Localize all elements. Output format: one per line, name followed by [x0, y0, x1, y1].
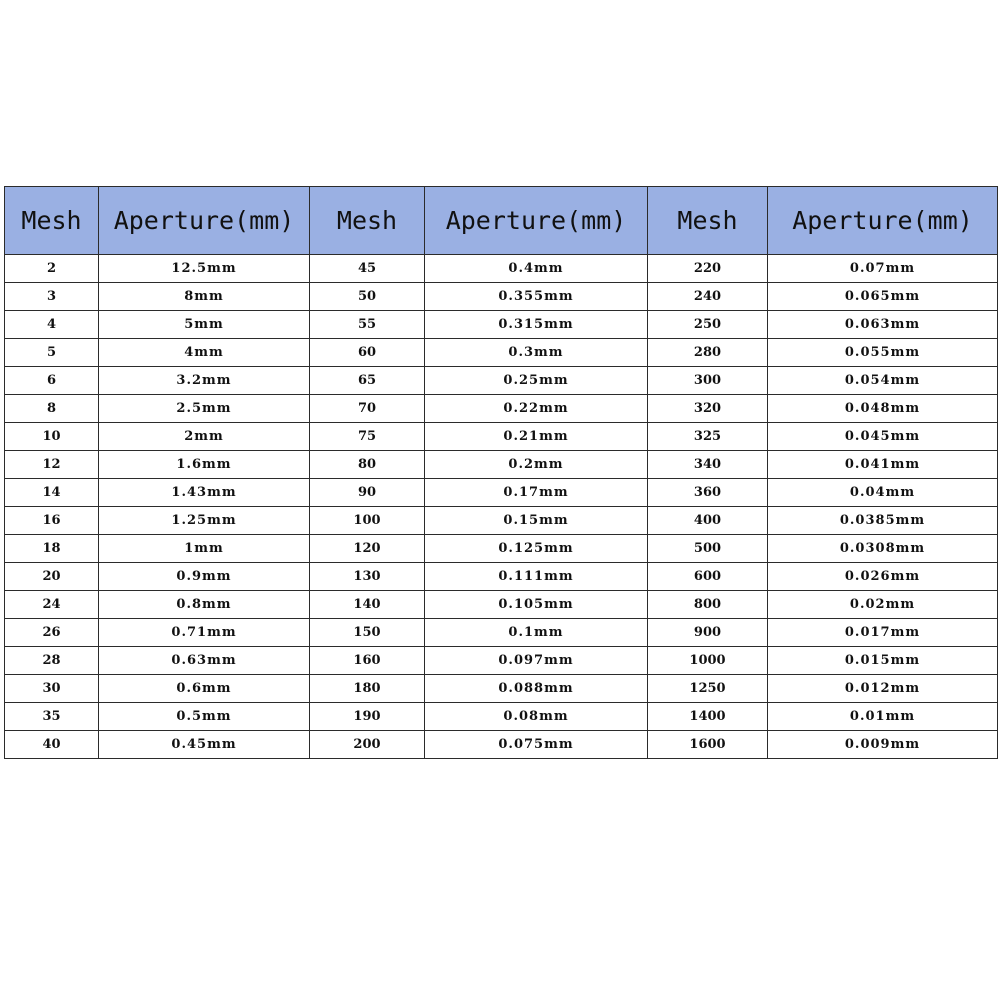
table-row [5, 563, 998, 591]
header-mesh-1: Mesh [5, 187, 99, 255]
mesh-cell: 65 [310, 367, 425, 395]
aperture-cell: 0.097mm [425, 647, 648, 675]
aperture-cell: 0.105mm [425, 591, 648, 619]
mesh-cell: 140 [310, 591, 425, 619]
table-row [5, 591, 998, 619]
aperture-cell: 0.04mm [768, 479, 998, 507]
mesh-cell: 320 [648, 395, 768, 423]
mesh-cell: 1600 [648, 731, 768, 759]
aperture-cell: 0.63mm [99, 647, 310, 675]
aperture-cell: 0.15mm [425, 507, 648, 535]
table-row [5, 311, 998, 339]
mesh-cell: 90 [310, 479, 425, 507]
table-row [5, 283, 998, 311]
table-row [5, 675, 998, 703]
mesh-cell: 130 [310, 563, 425, 591]
mesh-cell: 300 [648, 367, 768, 395]
mesh-cell: 18 [5, 535, 99, 563]
mesh-cell: 120 [310, 535, 425, 563]
mesh-cell: 50 [310, 283, 425, 311]
aperture-cell: 0.4mm [425, 255, 648, 283]
mesh-cell: 6 [5, 367, 99, 395]
table-row [5, 395, 998, 423]
mesh-cell: 12 [5, 451, 99, 479]
table-row [5, 731, 998, 759]
mesh-cell: 250 [648, 311, 768, 339]
table-row [5, 507, 998, 535]
mesh-cell: 5 [5, 339, 99, 367]
aperture-cell: 0.063mm [768, 311, 998, 339]
mesh-cell: 800 [648, 591, 768, 619]
header-row [5, 187, 998, 255]
mesh-cell: 70 [310, 395, 425, 423]
aperture-cell: 0.21mm [425, 423, 648, 451]
aperture-cell: 0.8mm [99, 591, 310, 619]
aperture-cell: 0.0385mm [768, 507, 998, 535]
mesh-cell: 16 [5, 507, 99, 535]
mesh-cell: 360 [648, 479, 768, 507]
mesh-cell: 190 [310, 703, 425, 731]
mesh-cell: 10 [5, 423, 99, 451]
aperture-cell: 0.045mm [768, 423, 998, 451]
aperture-cell: 0.17mm [425, 479, 648, 507]
mesh-cell: 80 [310, 451, 425, 479]
aperture-cell: 0.075mm [425, 731, 648, 759]
mesh-cell: 3 [5, 283, 99, 311]
aperture-cell: 1.43mm [99, 479, 310, 507]
table-row [5, 423, 998, 451]
table-body [5, 255, 998, 759]
aperture-cell: 0.315mm [425, 311, 648, 339]
mesh-cell: 325 [648, 423, 768, 451]
aperture-cell: 0.041mm [768, 451, 998, 479]
aperture-cell: 0.9mm [99, 563, 310, 591]
aperture-cell: 2mm [99, 423, 310, 451]
aperture-cell: 0.125mm [425, 535, 648, 563]
mesh-cell: 2 [5, 255, 99, 283]
mesh-cell: 500 [648, 535, 768, 563]
aperture-cell: 0.065mm [768, 283, 998, 311]
mesh-cell: 14 [5, 479, 99, 507]
mesh-cell: 4 [5, 311, 99, 339]
mesh-cell: 40 [5, 731, 99, 759]
table-row [5, 647, 998, 675]
aperture-cell: 0.054mm [768, 367, 998, 395]
mesh-cell: 60 [310, 339, 425, 367]
aperture-cell: 12.5mm [99, 255, 310, 283]
aperture-cell: 0.048mm [768, 395, 998, 423]
aperture-cell: 0.71mm [99, 619, 310, 647]
mesh-cell: 45 [310, 255, 425, 283]
aperture-cell: 0.026mm [768, 563, 998, 591]
mesh-cell: 340 [648, 451, 768, 479]
mesh-cell: 160 [310, 647, 425, 675]
aperture-cell: 0.355mm [425, 283, 648, 311]
aperture-cell: 0.01mm [768, 703, 998, 731]
mesh-cell: 220 [648, 255, 768, 283]
mesh-cell: 180 [310, 675, 425, 703]
mesh-cell: 30 [5, 675, 99, 703]
aperture-cell: 0.015mm [768, 647, 998, 675]
header-mesh-2: Mesh [310, 187, 425, 255]
aperture-cell: 0.25mm [425, 367, 648, 395]
mesh-cell: 240 [648, 283, 768, 311]
aperture-cell: 0.6mm [99, 675, 310, 703]
table-row [5, 703, 998, 731]
aperture-cell: 1mm [99, 535, 310, 563]
aperture-cell: 0.009mm [768, 731, 998, 759]
aperture-cell: 0.088mm [425, 675, 648, 703]
aperture-cell: 0.45mm [99, 731, 310, 759]
mesh-cell: 280 [648, 339, 768, 367]
table-row [5, 535, 998, 563]
aperture-cell: 4mm [99, 339, 310, 367]
aperture-cell: 0.017mm [768, 619, 998, 647]
aperture-cell: 0.2mm [425, 451, 648, 479]
aperture-cell: 1.6mm [99, 451, 310, 479]
header-aperture-2: Aperture(mm) [425, 187, 648, 255]
aperture-cell: 1.25mm [99, 507, 310, 535]
mesh-cell: 900 [648, 619, 768, 647]
header-aperture-3: Aperture(mm) [768, 187, 998, 255]
table-row [5, 255, 998, 283]
aperture-cell: 2.5mm [99, 395, 310, 423]
aperture-cell: 0.055mm [768, 339, 998, 367]
table-header [5, 187, 998, 255]
mesh-cell: 24 [5, 591, 99, 619]
table-row [5, 479, 998, 507]
mesh-cell: 8 [5, 395, 99, 423]
mesh-cell: 600 [648, 563, 768, 591]
aperture-cell: 0.22mm [425, 395, 648, 423]
table-row [5, 619, 998, 647]
mesh-cell: 1000 [648, 647, 768, 675]
aperture-cell: 0.5mm [99, 703, 310, 731]
aperture-cell: 3.2mm [99, 367, 310, 395]
mesh-cell: 1400 [648, 703, 768, 731]
aperture-cell: 8mm [99, 283, 310, 311]
aperture-cell: 0.3mm [425, 339, 648, 367]
mesh-cell: 200 [310, 731, 425, 759]
header-aperture-1: Aperture(mm) [99, 187, 310, 255]
aperture-cell: 0.02mm [768, 591, 998, 619]
mesh-cell: 75 [310, 423, 425, 451]
mesh-cell: 100 [310, 507, 425, 535]
mesh-cell: 55 [310, 311, 425, 339]
aperture-cell: 0.111mm [425, 563, 648, 591]
aperture-cell: 0.012mm [768, 675, 998, 703]
mesh-aperture-table [4, 186, 998, 759]
aperture-cell: 0.1mm [425, 619, 648, 647]
table-row [5, 339, 998, 367]
mesh-cell: 28 [5, 647, 99, 675]
mesh-cell: 150 [310, 619, 425, 647]
aperture-cell: 5mm [99, 311, 310, 339]
header-mesh-3: Mesh [648, 187, 768, 255]
aperture-cell: 0.08mm [425, 703, 648, 731]
mesh-cell: 35 [5, 703, 99, 731]
table-row [5, 367, 998, 395]
table-row [5, 451, 998, 479]
mesh-cell: 20 [5, 563, 99, 591]
mesh-cell: 26 [5, 619, 99, 647]
aperture-cell: 0.07mm [768, 255, 998, 283]
mesh-cell: 1250 [648, 675, 768, 703]
mesh-cell: 400 [648, 507, 768, 535]
aperture-cell: 0.0308mm [768, 535, 998, 563]
